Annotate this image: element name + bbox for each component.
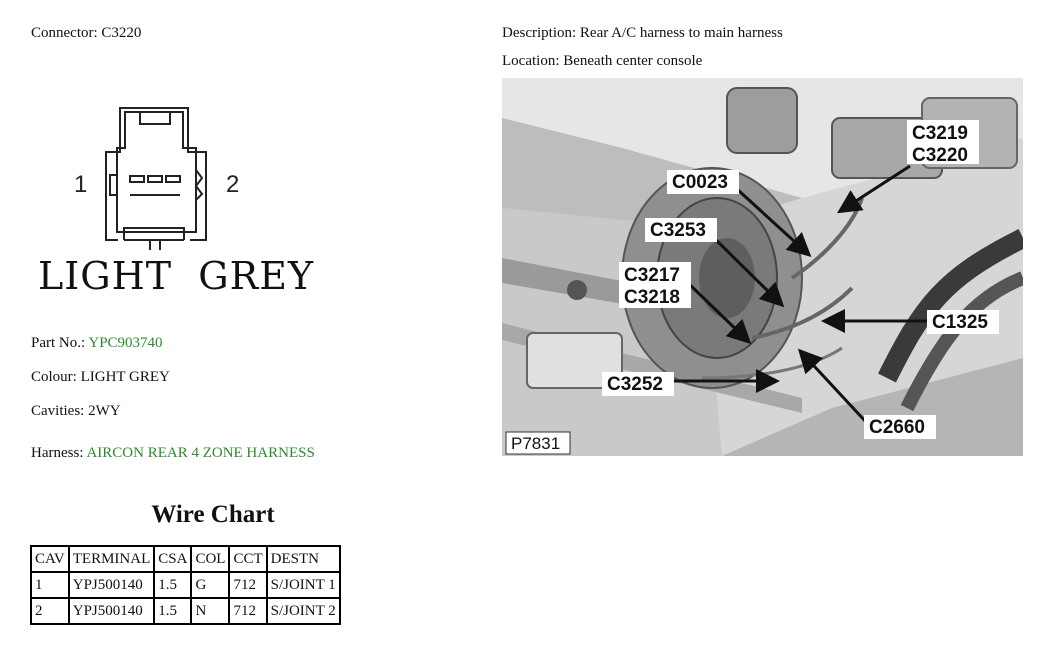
cell-cct: 712 [229,598,266,624]
cell-col: N [191,598,229,624]
photo-label-c0023: C0023 [672,172,728,193]
cavities-label: Cavities: [31,403,85,419]
photo-label-c3220: C3220 [912,145,968,166]
pin-1-label: 1 [74,171,88,198]
connector-label: Connector: [31,25,98,41]
location-photo [502,78,1023,456]
photo-label-c2660: C2660 [869,417,925,438]
location-label: Location: [502,53,560,69]
pin-2-label: 2 [226,171,240,198]
colour-label: Colour: [31,369,77,385]
photo-label-c3217: C3217 [624,265,680,286]
header-csa: CSA [154,546,191,572]
location-value: Beneath center console [563,53,703,69]
cavities-value: 2WY [88,403,121,419]
part-no-field [31,334,163,352]
connector-value: C3220 [101,25,142,41]
cell-cav: 2 [31,598,69,624]
cell-csa: 1.5 [154,572,191,598]
part-no-value: YPC903740 [88,335,163,351]
cell-cav: 1 [31,572,69,598]
description-field [502,24,783,42]
table-row [31,572,340,598]
cell-terminal: YPJ500140 [69,598,155,624]
table-row [31,598,340,624]
wire-chart-table [30,545,341,625]
part-no-label: Part No.: [31,335,86,351]
wire-chart-title: Wire Chart [151,501,275,528]
cell-col: G [191,572,229,598]
photo-label-c3252: C3252 [607,374,663,395]
cell-destn: S/JOINT 2 [267,598,340,624]
description-value: Rear A/C harness to main harness [579,25,783,41]
colour-field [31,368,170,386]
harness-value: AIRCON REAR 4 ZONE HARNESS [86,445,315,461]
connector-field [31,24,141,42]
harness-label: Harness: [31,445,84,461]
connector-colour-caption: LIGHT GREY [38,254,315,298]
cell-terminal: YPJ500140 [69,572,155,598]
cell-destn: S/JOINT 1 [267,572,340,598]
header-cav: CAV [31,546,69,572]
header-cct: CCT [229,546,266,572]
header-col: COL [191,546,229,572]
photo-label-c3218: C3218 [624,287,680,308]
table-header-row [31,546,340,572]
harness-field [31,444,315,462]
photo-reference: P7831 [511,434,561,453]
connector-face-diagram [68,100,268,250]
location-field [502,52,702,70]
cavities-field [31,402,121,420]
cell-cct: 712 [229,572,266,598]
colour-value: LIGHT GREY [80,369,170,385]
header-terminal: TERMINAL [69,546,155,572]
photo-label-c3253: C3253 [650,220,706,241]
description-label: Description: [502,25,577,41]
photo-label-c3219: C3219 [912,123,968,144]
header-destn: DESTN [267,546,340,572]
cell-csa: 1.5 [154,598,191,624]
photo-label-c1325: C1325 [932,312,988,333]
